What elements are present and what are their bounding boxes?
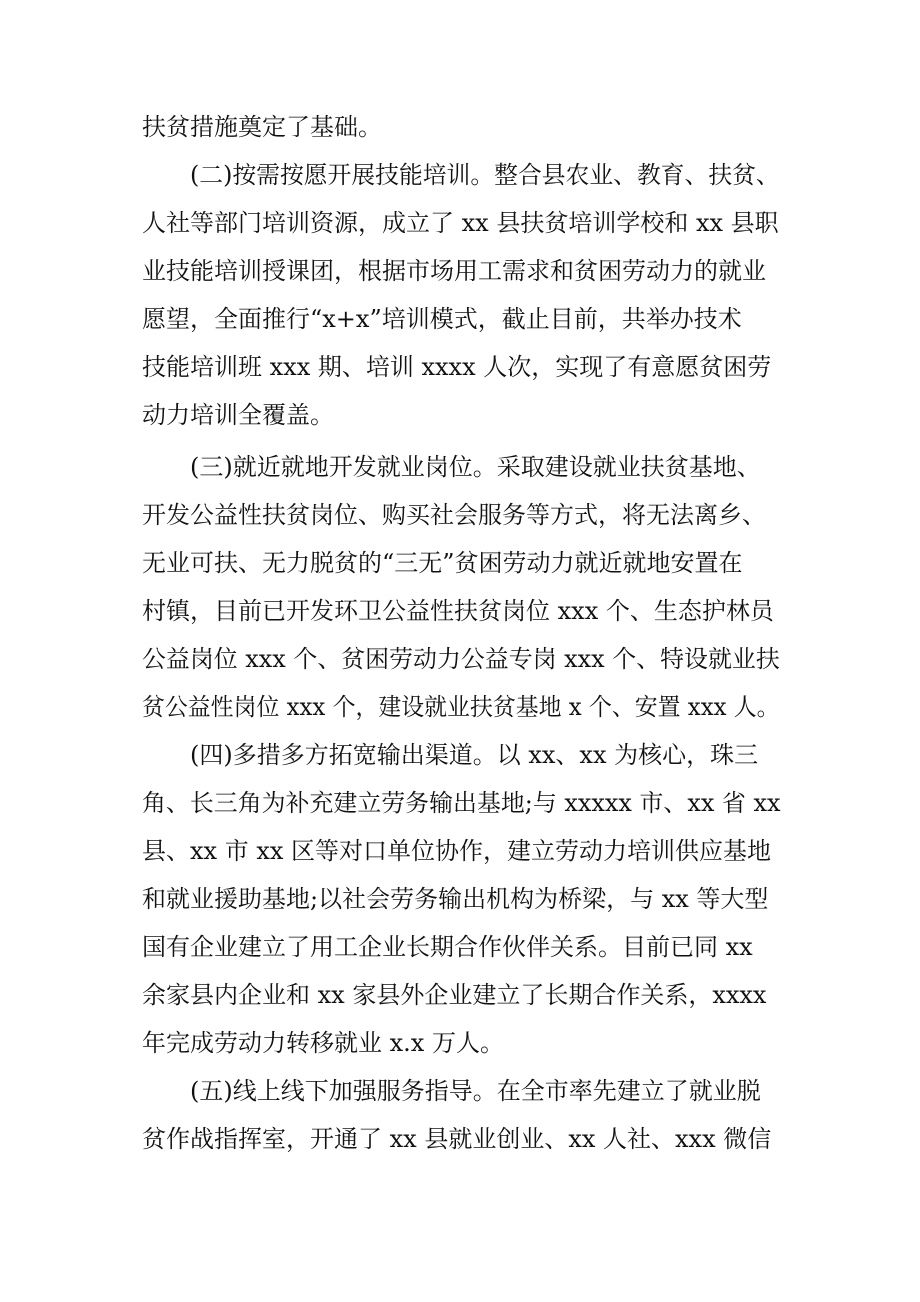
text-line: 余家县内企业和 xx 家县外企业建立了长期合作关系，xxxx (142, 981, 767, 1009)
text-line: 业技能培训授课团，根据市场用工需求和贫困劳动力的就业 (142, 257, 766, 285)
text-line: 无业可扶、无力脱贫的“三无”贫困劳动力就近就地安置在 (142, 549, 743, 577)
text-line: 公益岗位 xxx 个、贫困劳动力公益专岗 xxx 个、特设就业扶 (142, 645, 780, 673)
text-line: 贫作战指挥室，开通了 xx 县就业创业、xx 人社、xxx 微信 (142, 1125, 772, 1153)
paragraph-heading-2: (二)按需按愿开展技能培训。整合县农业、教育、扶贫、 (190, 161, 780, 189)
text-line: 村镇，目前已开发环卫公益性扶贫岗位 xxx 个、生态护林员 (142, 597, 774, 625)
paragraph-heading-5: (五)线上线下加强服务指导。在全市率先建立了就业脱 (190, 1077, 761, 1105)
text-line: 县、xx 市 xx 区等对口单位协作，建立劳动力培训供应基地 (142, 837, 772, 865)
text-line: 扶贫措施奠定了基础。 (142, 113, 382, 141)
text-line: 贫公益性岗位 xxx 个，建设就业扶贫基地 x 个、安置 xxx 人。 (142, 693, 780, 721)
text-line: 技能培训班 xxx 期、培训 xxxx 人次，实现了有意愿贫困劳 (142, 353, 772, 381)
text-line: 愿望，全面推行“x+x”培训模式，截止目前，共举办技术 (142, 305, 742, 333)
text-line: 开发公益性扶贫岗位、购买社会服务等方式，将无法离乡、 (142, 501, 766, 529)
text-line: 年完成劳动力转移就业 x.x 万人。 (142, 1029, 504, 1057)
text-line: 和就业援助基地;以社会劳务输出机构为桥梁，与 xx 等大型 (142, 885, 769, 913)
text-line: 动力培训全覆盖。 (142, 401, 334, 429)
paragraph-heading-4: (四)多措多方拓宽输出渠道。以 xx、xx 为核心，珠三 (190, 741, 759, 769)
text-line: 人社等部门培训资源，成立了 xx 县扶贫培训学校和 xx 县职 (142, 209, 779, 237)
text-line: 国有企业建立了用工企业长期合作伙伴关系。目前已同 xx (142, 933, 753, 961)
paragraph-heading-3: (三)就近就地开发就业岗位。采取建设就业扶贫基地、 (190, 453, 761, 481)
text-line: 角、长三角为补充建立劳务输出基地;与 xxxxx 市、xx 省 xx (142, 789, 781, 817)
